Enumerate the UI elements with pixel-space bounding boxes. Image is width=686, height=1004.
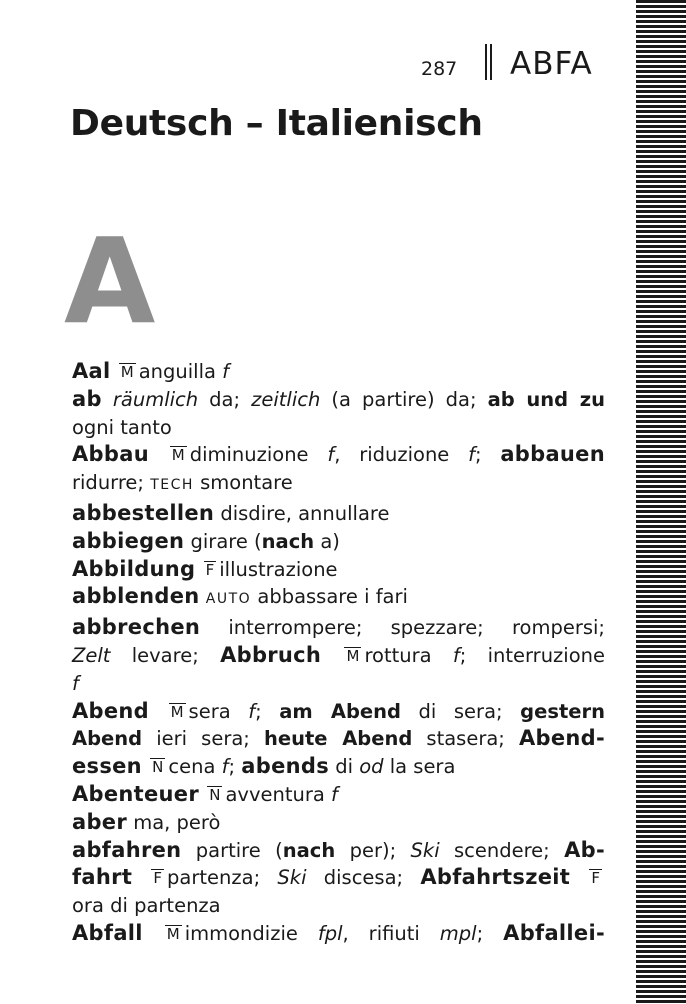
translation: ridurre; xyxy=(72,471,151,495)
usage-label: Ski xyxy=(277,866,307,890)
headword: Abbildung xyxy=(72,556,196,581)
grammar-label: f xyxy=(327,443,335,467)
translation: girare ( xyxy=(184,529,262,553)
subentry-headword: abbauen xyxy=(500,442,605,467)
punctuation: ; xyxy=(476,921,504,945)
translation: interrompere; spezzare; rompersi; xyxy=(200,616,605,640)
translation: stasera; xyxy=(412,727,519,751)
subentry-headword: abends xyxy=(241,754,329,779)
headword: Abenteuer xyxy=(72,781,200,806)
headword: Abbau xyxy=(72,442,149,467)
translation: ogni tanto xyxy=(72,415,172,439)
grammar-label: f xyxy=(331,782,338,806)
page-number: 287 xyxy=(421,58,458,80)
entry-aber xyxy=(72,809,605,837)
phrase: nach xyxy=(282,838,336,862)
usage-label: Ski xyxy=(410,838,440,862)
translation: di sera; xyxy=(400,699,521,723)
translation: ora di partenza xyxy=(72,894,221,918)
grammar-label: f xyxy=(221,755,229,779)
headword: Abfall xyxy=(72,920,143,945)
grammar-label: f xyxy=(72,671,79,695)
gender-marker: M xyxy=(166,924,180,943)
subentry-headword: essen xyxy=(72,754,142,779)
translation: per); xyxy=(335,838,411,862)
translation: la sera xyxy=(383,755,456,779)
translation: levare; xyxy=(110,643,221,667)
headword: abbestellen xyxy=(72,500,215,525)
translation: ieri sera; xyxy=(142,727,264,751)
translation: immondizie xyxy=(184,921,318,945)
translation: avventura xyxy=(225,782,332,806)
entry-abfall xyxy=(72,920,605,948)
headword: Abend xyxy=(72,698,150,723)
translation: abbassare i fari xyxy=(251,585,408,609)
usage-label: od xyxy=(359,755,384,779)
translation: smontare xyxy=(193,471,293,495)
subentry-headword: Abbruch xyxy=(220,642,322,667)
gender-marker: M xyxy=(346,646,360,665)
subentry-headword: Ab- xyxy=(564,837,606,862)
gender-marker: N xyxy=(152,758,164,777)
entry-abbestellen xyxy=(72,500,605,528)
translation: sera xyxy=(188,699,249,723)
section-title: Deutsch – Italienisch xyxy=(70,103,483,144)
gender-marker: N xyxy=(209,785,221,804)
translation: ; interruzione xyxy=(459,643,605,667)
translation: discesa; xyxy=(306,866,421,890)
translation: da; xyxy=(198,387,252,411)
usage-label: zeitlich xyxy=(251,387,321,411)
header-divider xyxy=(485,44,492,80)
thumb-index-tab xyxy=(636,0,686,1004)
grammar-label: f xyxy=(222,360,230,383)
entry-abbrechen xyxy=(72,614,605,697)
headword: abfahren xyxy=(72,837,182,862)
gender-marker: F xyxy=(153,869,163,888)
usage-label: räumlich xyxy=(112,387,199,411)
phrase: nach xyxy=(261,529,315,553)
translation: disdire, annullare xyxy=(214,501,390,525)
translation: diminuzione xyxy=(189,443,328,467)
translation: partire ( xyxy=(181,838,283,862)
section-letter: A xyxy=(64,212,156,350)
entry-ab xyxy=(72,386,605,442)
translation: (a partire) da; xyxy=(320,387,488,411)
entry-abfahren xyxy=(72,837,605,920)
entry-abblenden xyxy=(72,583,605,614)
running-head: ABFA xyxy=(510,46,593,82)
entry-aal xyxy=(72,358,605,386)
grammar-label: f xyxy=(452,643,460,667)
translation: a) xyxy=(314,529,340,553)
grammar-label: mpl xyxy=(439,921,477,945)
grammar-label: f xyxy=(248,699,256,723)
translation: anguilla xyxy=(138,360,223,383)
entry-abenteuer xyxy=(72,781,605,809)
gender-marker: F xyxy=(205,560,215,579)
headword: abbrechen xyxy=(72,615,201,640)
entry-abend xyxy=(72,698,605,781)
subentry-headword: fahrt xyxy=(72,865,133,890)
punctuation: ; xyxy=(255,699,280,723)
punctuation: ; xyxy=(228,755,242,779)
headword: abbiegen xyxy=(72,528,185,553)
phrase: heute Abend xyxy=(263,727,413,751)
translation: di xyxy=(329,755,360,779)
phrase: ab und zu xyxy=(487,387,606,411)
gender-marker: M xyxy=(170,702,184,721)
domain-label: AUTO xyxy=(205,591,252,608)
entry-abbiegen xyxy=(72,528,605,556)
translation: , riduzione xyxy=(334,443,469,467)
translation: rottura xyxy=(364,643,453,667)
usage-label: Zelt xyxy=(72,643,111,667)
phrase: am Abend xyxy=(279,699,401,723)
headword: aber xyxy=(72,809,128,834)
headword: Aal xyxy=(72,359,111,383)
translation: scendere; xyxy=(439,838,565,862)
gender-marker: F xyxy=(591,869,600,888)
gender-marker: M xyxy=(171,446,185,465)
headword: abblenden xyxy=(72,584,200,609)
translation: illustrazione xyxy=(219,557,338,581)
translation: , rifiuti xyxy=(342,921,440,945)
domain-label: TECH xyxy=(150,477,194,494)
subentry-headword: Abend- xyxy=(518,726,605,751)
translation: ma, però xyxy=(127,810,221,834)
translation: partenza; xyxy=(167,866,278,890)
gender-marker: M xyxy=(120,363,134,381)
entry-abbildung xyxy=(72,556,605,584)
headword: ab xyxy=(72,386,102,411)
translation: cena xyxy=(168,755,222,779)
entry-abbau xyxy=(72,441,605,500)
grammar-label: f xyxy=(468,443,475,467)
grammar-label: fpl xyxy=(317,921,343,945)
subentry-headword: Abfahrtszeit xyxy=(420,865,571,890)
phrase: gestern xyxy=(520,699,605,723)
dictionary-entries xyxy=(72,358,605,948)
phrase: Abend xyxy=(72,727,143,751)
subentry-headword: Abfallei- xyxy=(503,920,605,945)
punctuation: ; xyxy=(474,443,501,467)
